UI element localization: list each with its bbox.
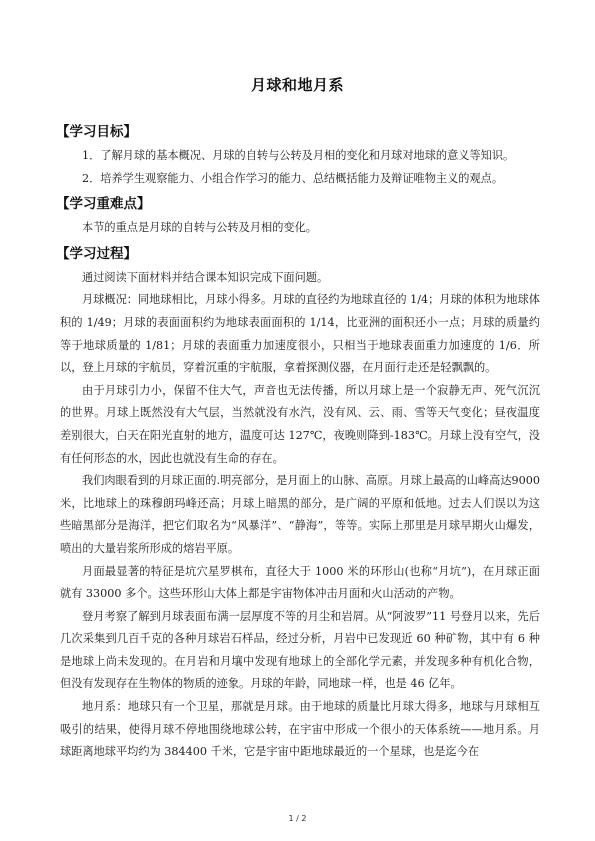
keypoints-text: 本节的重点是月球的自转与公转及月相的变化。: [82, 221, 317, 235]
section-heading-keypoints: 【学习重难点】: [56, 196, 151, 213]
process-paragraph: 我们肉眼看到的月球正面的.明亮部分，是月面上的山脉、高原。月球上最高的山峰高达9000 米，比地球上的珠穆朗玛峰还高；月球上暗黑的部分，是广阔的平原和低地。过去人们误以为这些暗黑部分是海洋，把它们取名为“风暴洋”、“静海”，等等。实际上那里是月球早期火山爆发，喷出的大量岩浆所形成的熔岩平原。: [60, 474, 540, 555]
goal-item-2: 2．培养学生观察能力、小组合作学习的能力、总结概括能力及辩证唯物主义的观点。: [82, 171, 504, 185]
document-body: [56, 118, 540, 764]
page-number: 1 / 2: [288, 814, 307, 823]
process-paragraph: 月面最显著的特征是坑穴星罗棋布，直径大于 1000 米的环形山(也称“月坑”)，在月球正面就有 33000 多个。这些环形山大体上都是宇宙物体冲击月面和火山活动的产物。: [60, 564, 540, 601]
process-paragraph: 月球概况：同地球相比，月球小得多。月球的直径约为地球直径的 1/4；月球的体积为地球体积的 1/49；月球的表面面积约为地球表面面积的 1/14，比亚洲的面积还小一点；月球的质量约等于地球质量的 1/81；月球的表面重力加速度很小，只相当于地球表面重力加速度的 1/6．所以，登上月球的宇航员，穿着沉重的宇航服，拿着探测仪器，在月面行走还是轻飘飘的。: [60, 293, 540, 375]
process-paragraph: 通过阅读下面材料并结合课本知识完成下面问题。: [82, 270, 329, 284]
goal-item-1: 1．了解月球的基本概况、月球的自转与公转及月相的变化和月球对地球的意义等知识。: [82, 149, 515, 162]
section-heading-goals: 【学习目标】: [56, 124, 137, 140]
process-paragraph: 地月系：地球只有一个卫星，那就是月球。由于地球的质量比月球大得多，地球与月球相互吸引的结果，使得月球不停地围绕地球公转，在宇宙中形成一个很小的天体系统——地月系。月球距离地球平均约为 384400 千米，它是宇宙中距地球最近的一个星球，也是迄今在: [60, 700, 540, 759]
process-paragraph: 登月考察了解到月球表面布满一层厚度不等的月尘和岩屑。从“阿波罗”11 号登月以来，先后几次采集到几百千克的各种月球岩石样品，经过分析，月岩中已发现近 60 种矿物，其中有 6 种是地球上尚未发现的。在月岩和月壤中发现有地球上的全部化学元素，并发现多种有机化合物，但没有发现存在生物体的物质的迹象。月球的年龄，同地球一样，也是 46 亿年。: [60, 609, 540, 691]
process-paragraph: 由于月球引力小，保留不住大气，声音也无法传播，所以月球上是一个寂静无声、死气沉沉的世界。月球上既然没有大气层，当然就没有水汽，没有风、云、雨、雪等天气变化；昼夜温度差别很大，白天在阳光直射的地方，温度可达 127℃，夜晚则降到-183℃。月球上没有空气，没有任何形态的水，因此也就没有生命的存在。: [60, 383, 540, 465]
section-heading-process: 【学习过程】: [56, 245, 137, 262]
page-title: 月球和地月系: [250, 76, 344, 94]
